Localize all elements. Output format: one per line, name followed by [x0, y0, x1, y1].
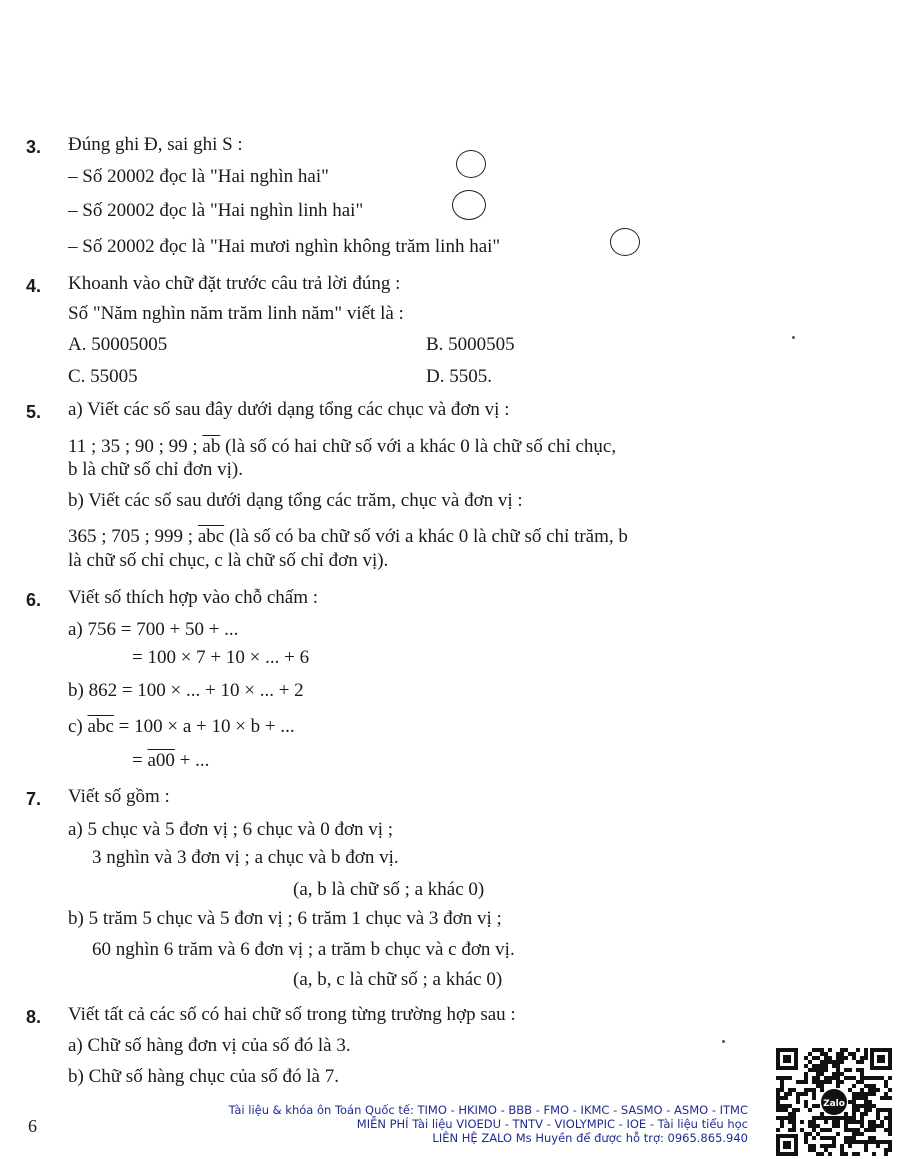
answer-box-2[interactable]: [452, 190, 486, 220]
q6-c2-expression: + ...: [174, 750, 210, 771]
q6-number: 6.: [26, 590, 42, 610]
q7-number: 7.: [26, 789, 42, 809]
q5-a-numbers: 11 ; 35 ; 90 ; 99 ;: [68, 436, 203, 457]
q4-option-c[interactable]: C. 55005: [68, 366, 138, 387]
q8-title: Viết tất cả các số có hai chữ số trong từng trường hợp sau :: [68, 1004, 516, 1025]
footer-text: [229, 1103, 748, 1145]
q6-c-overline: $\overline{abc}$: [87, 716, 114, 737]
q4-title: Khoanh vào chữ đặt trước câu trả lời đúng :: [68, 273, 401, 294]
q5-b-overline: $\overline{abc}$: [197, 526, 225, 547]
scan-speck: [792, 336, 795, 339]
q5-a-line-2: b là chữ số chỉ đơn vị).: [68, 459, 243, 480]
q4-option-a[interactable]: A. 50005005: [68, 334, 168, 355]
zalo-badge-label: Zalo: [823, 1099, 845, 1109]
q5-b-line-1: [68, 526, 628, 548]
q7-b-line-1: b) 5 trăm 5 chục và 5 đơn vị ; 6 trăm 1 chục và 3 đơn vị ;: [68, 908, 502, 929]
q7-a-line-2: 3 nghìn và 3 đơn vị ; a chục và b đơn vị.: [92, 847, 399, 868]
q7-title: Viết số gồm :: [68, 786, 170, 807]
answer-box-1[interactable]: [456, 150, 486, 178]
q6-a-line-1: a) 756 = 700 + 50 + ...: [68, 619, 239, 640]
q7-a-note: (a, b là chữ số ; a khác 0): [293, 879, 485, 900]
qr-finder-bottom-left: [776, 1134, 798, 1156]
q8-a-line: a) Chữ số hàng đơn vị của số đó là 3.: [68, 1035, 351, 1056]
q5-b-explanation: (là số có ba chữ số với a khác 0 là chữ số chỉ trăm, b: [224, 526, 628, 547]
q4-option-b[interactable]: B. 5000505: [426, 334, 515, 355]
q6-b-line: b) 862 = 100 × ... + 10 × ... + 2: [68, 680, 304, 701]
q4-number: 4.: [26, 276, 42, 296]
q6-title: Viết số thích hợp vào chỗ chấm :: [68, 587, 319, 608]
q6-c-line-2: [132, 750, 209, 772]
footer-line-1: Tài liệu & khóa ôn Toán Quốc tế: TIMO - HKIMO - BBB - FMO - IKMC - SASMO - ASMO - ITMC: [228, 1103, 748, 1117]
q5-b-line-2: là chữ số chỉ chục, c là chữ số chỉ đơn vị).: [68, 550, 389, 571]
q7-b-line-2: 60 nghìn 6 trăm và 6 đơn vị ; a trăm b chục và c đơn vị.: [92, 939, 515, 960]
q6-c-label: c): [68, 716, 88, 737]
q5-number: 5.: [26, 402, 42, 422]
footer-line-3: LIÊN HỆ ZALO Ms Huyền để được hỗ trợ: 0965.865.940: [432, 1131, 748, 1145]
scan-speck: [722, 1040, 725, 1043]
answer-box-3[interactable]: [610, 228, 640, 256]
q3-item-1: – Số 20002 đọc là "Hai nghìn hai": [68, 166, 329, 187]
q7-a-line-1: a) 5 chục và 5 đơn vị ; 6 chục và 0 đơn vị ;: [68, 819, 394, 840]
q5-a-overline: $\overline{ab}$: [202, 436, 221, 457]
q4-question: Số "Năm nghìn năm trăm linh năm" viết là :: [68, 303, 404, 324]
q8-number: 8.: [26, 1007, 42, 1027]
q7-b-note: (a, b, c là chữ số ; a khác 0): [293, 969, 503, 990]
q5-b-numbers: 365 ; 705 ; 999 ;: [68, 526, 198, 547]
q3-number: 3.: [26, 137, 42, 157]
q6-c2-equals: =: [132, 750, 148, 771]
q6-a-line-2: = 100 × 7 + 10 × ... + 6: [132, 647, 310, 668]
q6-c-line-1: [68, 716, 295, 738]
q3-item-3: – Số 20002 đọc là "Hai mươi nghìn không trăm linh hai": [68, 236, 501, 257]
q5-a-line-1: [68, 436, 616, 458]
qr-finder-top-right: [870, 1048, 892, 1070]
page-number: 6: [28, 1116, 37, 1136]
q8-b-line: b) Chữ số hàng chục của số đó là 7.: [68, 1066, 339, 1087]
q5-b-title: b) Viết các số sau dưới dạng tổng các trăm, chục và đơn vị :: [68, 490, 523, 511]
zalo-qr-code[interactable]: [774, 1046, 894, 1158]
q4-option-d[interactable]: D. 5505.: [426, 366, 492, 387]
qr-finder-top-left: [776, 1048, 798, 1070]
q3-title: Đúng ghi Đ, sai ghi S :: [68, 134, 243, 155]
q6-c2-overline: a00: [147, 750, 175, 771]
q3-item-2: – Số 20002 đọc là "Hai nghìn linh hai": [68, 200, 364, 221]
q5-a-title: a) Viết các số sau đây dưới dạng tổng các chục và đơn vị :: [68, 399, 510, 420]
footer-line-2: MIỄN PHÍ Tài liệu VIOEDU - TNTV - VIOLYMPIC - IOE - Tài liệu tiểu học: [356, 1117, 748, 1131]
q5-a-explanation: (là số có hai chữ số với a khác 0 là chữ số chỉ chục,: [220, 436, 617, 457]
q6-c-expression: = 100 × a + 10 × b + ...: [113, 716, 295, 737]
